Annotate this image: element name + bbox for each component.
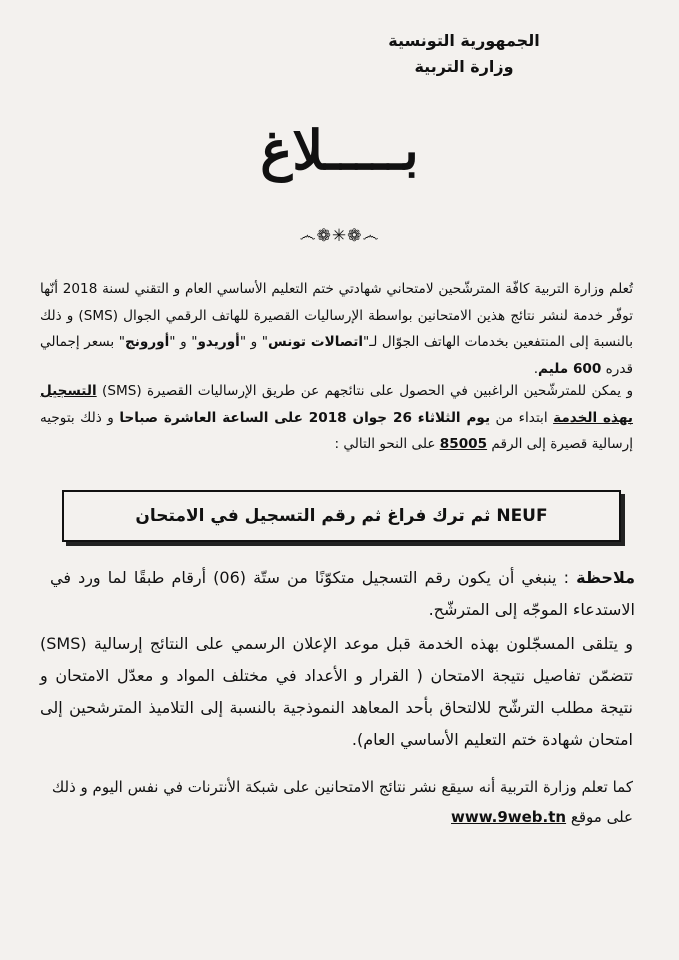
republic-name: الجمهورية التونسية — [388, 31, 540, 50]
paragraph-intro — [40, 276, 633, 382]
intro-price-text: " بسعر إجمالي قدره — [40, 334, 633, 377]
service-word: بهذه الخدمة — [553, 409, 633, 426]
start-date: يوم الثلاثاء 26 جوان 2018 على الساعة العاشرة صباحا — [119, 409, 491, 426]
intro-end: . — [533, 360, 539, 377]
operator-orange: أورونج — [125, 334, 170, 350]
registration-start-text: ابتداء من — [490, 409, 554, 426]
registration-end-text: على النحو التالي : — [334, 436, 440, 452]
sms-format-box: NEUF ثم ترك فراغ ثم رقم التسجيل في الامتحان — [62, 490, 621, 542]
intro-text: تُعلم وزارة التربية كافّة المترشّحين لامتحاني شهادتي ختم التعليم الأساسي العام و التقني لسنة 2018 أنّها توفّر خدمة لنشر نتائج هذين الامتحانين بواسطة الإرساليات القصيرة للهاتف الرقمي الجوال (SMS) و ذلك بالنسبة إلى المنتفعين بخدمات الهاتف الجوّال لـ" — [40, 281, 633, 350]
note-text: : ينبغي أن يكون رقم التسجيل متكوّنًا من ستّة (06) أرقام طبقًا لما ورد في الاستدعاء الموجّه إلى المترشّح. — [50, 568, 635, 619]
registration-text: و يمكن للمترشّحين الراغبين في الحصول على نتائجهم عن طريق الإرساليات القصيرة (SMS) — [96, 383, 634, 399]
sms-number: 85005 — [439, 436, 488, 452]
intro-sep-2: " و " — [169, 334, 198, 350]
note-label: ملاحظة — [576, 568, 636, 587]
letterhead — [249, 28, 679, 80]
paragraph-registration — [40, 378, 633, 458]
note-paragraph — [50, 562, 635, 626]
page-title: بـــــلاغ — [260, 118, 419, 182]
website-text: كما تعلم وزارة التربية أنه سيقع نشر نتائج الامتحانين على شبكة الأنترنات في نفس اليوم و ذلك على موقع — [51, 778, 633, 826]
intro-sep-1: " و " — [239, 334, 269, 350]
price-value: 600 مليم — [538, 360, 602, 377]
register-word: التسجيل — [40, 383, 97, 399]
website-link[interactable]: www.9web.tn — [451, 808, 567, 826]
operator-ooredoo: أوريدو — [197, 334, 240, 350]
registration-number-text: و ذلك بتوجيه إرسالية قصيرة إلى الرقم — [40, 409, 633, 452]
paragraph-website — [40, 772, 633, 832]
ornament-divider: ෴❁✳❁෴ — [299, 226, 380, 246]
paragraph-results-details: و يتلقى المسجّلون بهذه الخدمة قبل موعد الإعلان الرسمي على النتائج إرسالية (SMS) تتضمّن تفاصيل نتيجة الامتحان ( القرار و الأعداد في مختلف المواد و معدّل الامتحان و نتيجة مطلب الترشّح للالتحاق بأحد المعاهد النموذجية بالنسبة إلى التلاميذ المترشحين إلى امتحان شهادة ختم التعليم الأساسي العام). — [40, 634, 633, 749]
ministry-name: وزارة التربية — [414, 57, 514, 76]
operator-tunisie-telecom: اتصالات تونس — [268, 334, 363, 350]
